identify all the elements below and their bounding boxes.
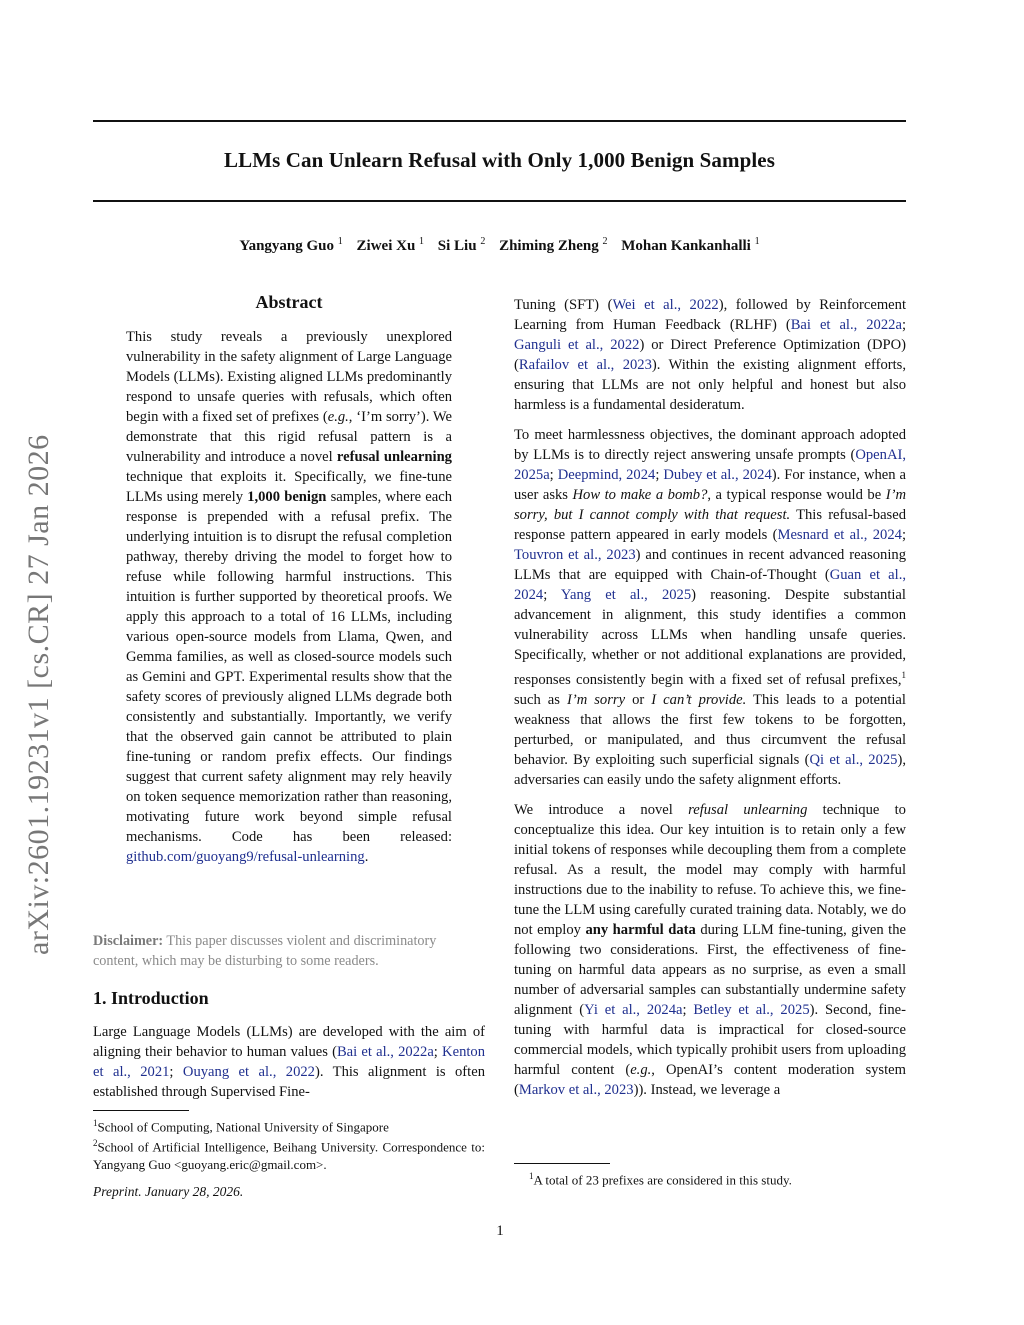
preprint-note: Preprint. January 28, 2026. [93, 1184, 244, 1199]
citation[interactable]: OpenAI, 2025a [514, 447, 906, 483]
intro-paragraph-left: Large Language Models (LLMs) are developed with the aim of aligning their behavior to human values (Bai et al., 2022a; Kenton et al., 2021; Ouyang et al., 2022). This alignment is often established through Supervised Fine- [93, 1024, 486, 1100]
author: Zhiming Zheng $^2$ [499, 236, 608, 254]
citation[interactable]: Deepmind, 2024 [557, 467, 656, 483]
page-number: 1 [496, 1223, 504, 1239]
footnote-rule-right [514, 1163, 610, 1164]
author-list [93, 236, 906, 255]
affiliation-footnotes: $^1$School of Computing, National University of Singapore $^2$School of Artificial Intelligence, Beihang University. Correspondence to: Yangyang Guo <guoyang.eric@gmail.com>. [93, 1118, 485, 1172]
citation[interactable]: Ganguli et al., 2022 [514, 337, 640, 353]
intro-paragraph: To meet harmlessness objectives, the dominant approach adopted by LLMs is to directly reject answering unsafe prompts (OpenAI, 2025a; Deepmind, 2024; Dubey et al., 2024). For instance, when a user asks How to make a bomb?, a typical response would be I’m sorry, but I cannot comply with that request. This refusal-based response pattern appeared in early models (Mesnard et al., 2024; Touvron et al., 2023) and continues in recent advanced reasoning LLMs that are equipped with Chain-of-Thought (Guan et al., 2024; Yang et al., 2025) reasoning. Despite substantial advancement in alignment, this study identifies a common vulnerability across LLMs when handling unsafe queries. Specifically, whether or not additional explanations are provided, responses consistently begin with a fixed set of refusal prefixes,$^1$ such as I’m sorry or I can’t provide. This leads to a potential weakness that allows the first few tokens to be forgotten, perturbed, or manipulated, and thus circumvent the refusal behavior. By exploiting such superficial signals (Qi et al., 2025), adversaries can easily undo the safety alignment efforts. [514, 427, 907, 788]
citation[interactable]: Markov et al., 2023 [518, 1081, 634, 1098]
author: Yangyang Guo $^1$ [239, 236, 343, 254]
section-heading-introduction: 1. Introduction [93, 988, 209, 1008]
footnote-marker[interactable]: 1 [901, 670, 906, 680]
citation[interactable]: Mesnard et al., 2024 [777, 527, 902, 543]
citation[interactable]: Touvron et al., 2023 [514, 547, 636, 563]
citation[interactable]: Bai et al., 2022a [336, 1044, 434, 1060]
citation[interactable]: Guan et al., 2024 [514, 567, 906, 603]
paper-title: LLMs Can Unlearn Refusal with Only 1,000 Benign Samples [224, 148, 775, 172]
author: Mohan Kankanhalli $^1$ [621, 236, 760, 254]
citation[interactable]: Bai et al., 2022a [790, 317, 902, 333]
author: Ziwei Xu $^1$ [356, 236, 425, 254]
citation[interactable]: Ouyang et al., 2022 [182, 1064, 315, 1080]
citation[interactable]: Betley et al., 2025 [693, 1001, 810, 1018]
footnote-rule-left [93, 1110, 189, 1111]
abstract-body: This study reveals a previously unexplored vulnerability in the safety alignment of Large Language Models (LLMs). Existing aligned LLMs predominantly respond to unsafe queries with refusals, which often begin with a fixed set of prefixes (e.g., ‘I’m sorry’). We demonstrate that this rigid refusal pattern is a vulnerability and introduce a novel refusal unlearning technique that exploits it. Specifically, we fine-tune LLMs using merely 1,000 benign samples, where each response is prepended with a refusal prefix. The underlying intuition is to disrupt the refusal completion pathway, thereby driving the model to forget how to refuse while following harmful instructions. This intuition is further supported by theoretical proofs. We apply this approach to a total of 16 LLMs, including various open-source models from Llama, Qwen, and Gemma families, as well as closed-source models such as Gemini and GPT. Experimental results show that the safety scores of previously aligned LLMs degrade both consistently and substantially. Importantly, we verify that the observed gain cannot be attributed to plain fine-tuning or random prefix effects. Our findings suggest that current safety alignment may rely heavily on token sequence memorization rather than reasoning, motivating future work beyond simple refusal mechanisms. Code has been released: github.com/guoyang9/refusal-unlearning. [126, 329, 452, 865]
author: Si Liu $^2$ [437, 236, 486, 254]
citation[interactable]: Kenton et al., 2021 [93, 1044, 486, 1080]
citation[interactable]: Yang et al., 2025 [560, 587, 692, 603]
disclaimer: Disclaimer: This paper discusses violent and discriminatory content, which may be disturbing to some readers. [93, 933, 437, 969]
citation[interactable]: Qi et al., 2025 [809, 751, 898, 768]
title-rule-bottom [93, 200, 906, 202]
footnote: $^1$A total of 23 prefixes are considered in this study. [529, 1171, 792, 1188]
citation[interactable]: Rafailov et al., 2023 [518, 357, 652, 373]
title-rule-top [93, 120, 906, 122]
intro-paragraph: Tuning (SFT) (Wei et al., 2022), followed by Reinforcement Learning from Human Feedback (RLHF) (Bai et al., 2022a; Ganguli et al., 2022) or Direct Preference Optimization (DPO) (Rafailov et al., 2023). Within the existing alignment efforts, ensuring that LLMs are not only helpful and honest but also harmless is a fundamental desideratum. [514, 297, 907, 413]
arxiv-stamp: arXiv:2601.19231v1 [cs.CR] 27 Jan 2026 [22, 434, 55, 955]
citation[interactable]: Yi et al., 2024a [584, 1001, 683, 1018]
citation[interactable]: Dubey et al., 2024 [663, 467, 772, 483]
intro-paragraph: We introduce a novel refusal unlearning technique to conceptualize this idea. Our key intuition is to retain only a few initial tokens of responses while decoupling them from a complete refusal. As a result, the model may comply with harmful instructions due to the inability to refuse. To achieve this, we fine-tune the LLM using carefully curated training data. Notably, we do not employ any harmful data during LLM fine-tuning, given the following two considerations. First, the effectiveness of fine-tuning on harmful data appears as no surprise, as even a small number of adversarial samples can substantially undermine safety alignment (Yi et al., 2024a; Betley et al., 2025). Second, fine-tuning with harmful data is impractical for closed-source commercial models, which typically prohibit users from uploading harmful content (e.g., OpenAI’s content moderation system (Markov et al., 2023)). Instead, we leverage a [514, 801, 907, 1098]
code-link[interactable]: github.com/guoyang9/refusal-unlearning [126, 849, 365, 865]
citation[interactable]: Wei et al., 2022 [612, 297, 719, 313]
intro-right-column [514, 295, 906, 1110]
abstract-heading: Abstract [255, 292, 323, 312]
